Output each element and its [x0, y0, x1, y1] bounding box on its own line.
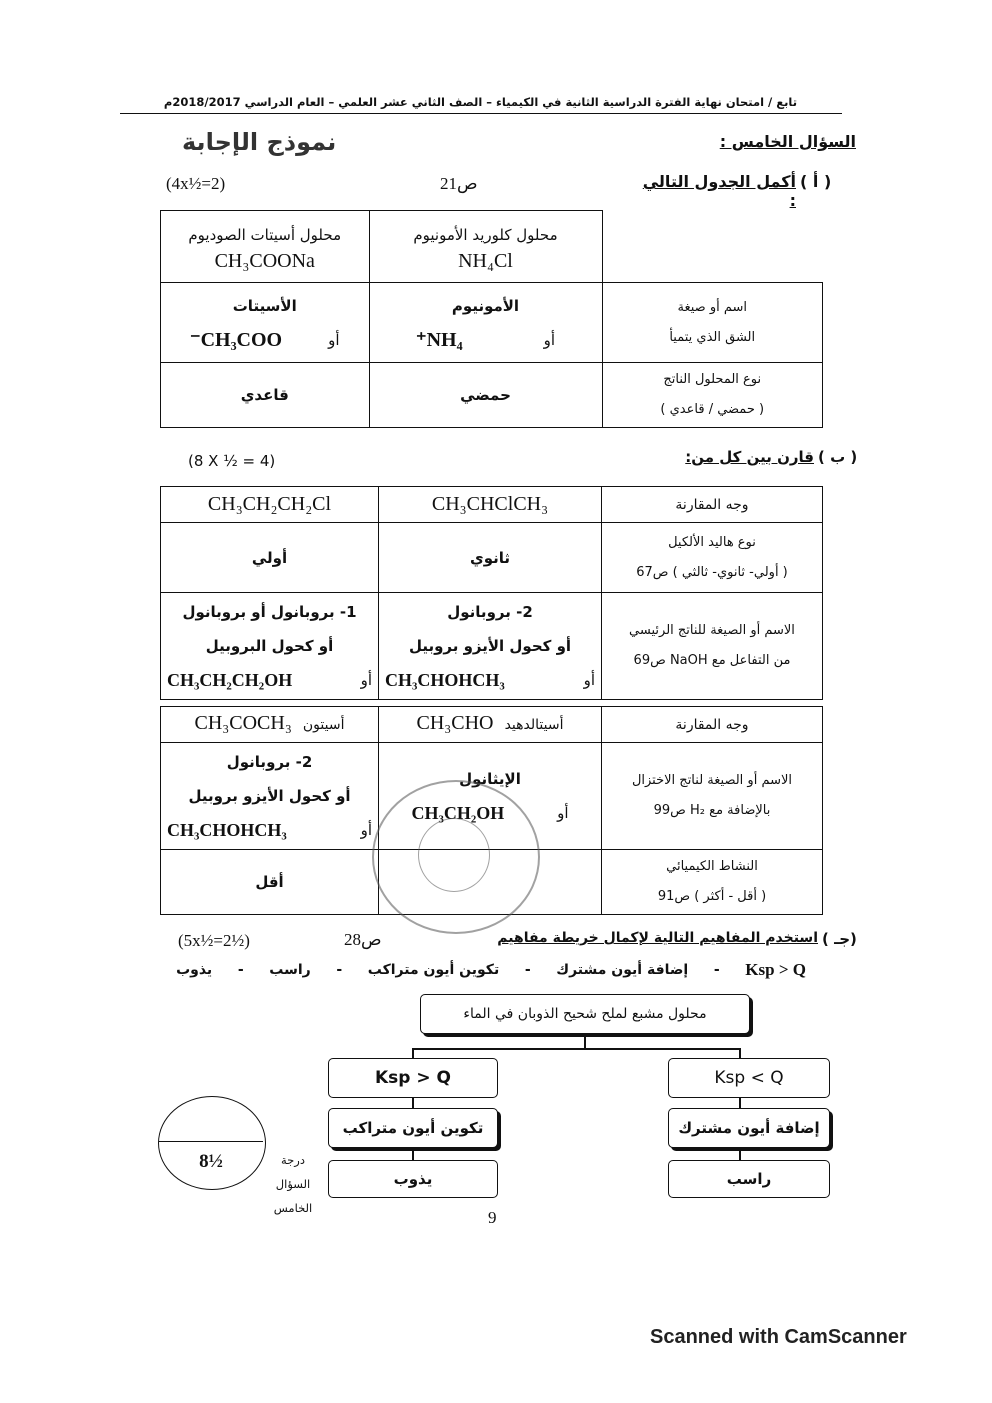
concept-box-precipitate: راسب [668, 1160, 830, 1198]
col-header-ammonium-chloride: محلول كلوريد الأمونيوم NH₄Cl [369, 211, 602, 283]
connector-left-down [412, 1048, 414, 1058]
school-stamp [372, 780, 540, 934]
scanner-watermark: Scanned with CamScanner [650, 1326, 907, 1348]
answer-ammonium: الأمونيوم أو NH₄⁺ [369, 283, 602, 363]
answer-secondary: ثانوي [379, 523, 602, 593]
connector-left-2 [412, 1148, 414, 1160]
alkyl-halide-table [160, 486, 823, 700]
col-header-acetone: أسيتون CH₃COCH₃ [161, 707, 379, 743]
concept-precipitate: راسب [269, 962, 311, 978]
answer-acetate: الأسيتات أو CH₃COO⁻ [161, 283, 370, 363]
comparison-aspect-header: وجه المقارنة [602, 487, 823, 523]
concept-box-right-ksp: Ksp < Q [668, 1058, 830, 1098]
question-title: السؤال الخامس : [719, 132, 856, 151]
header-rule [120, 113, 842, 114]
row-label-reactivity: النشاط الكيميائي ( أقل - أكثر ) ص91 [602, 850, 823, 915]
part-a-label: ( أ ) [800, 172, 832, 191]
answer-acidic: حمضي [369, 363, 602, 428]
concept-complex-ion: تكوين أيون متراكب [367, 962, 500, 978]
hydrolysis-table [160, 210, 823, 428]
col-header-1-chloropropane: CH₃CH₂CH₂Cl [161, 487, 379, 523]
part-c-label: (جـ ) [822, 930, 857, 948]
concept-separator: - [237, 962, 244, 978]
score-label: درجة السؤال الخامس [273, 1153, 313, 1215]
part-b-label: ( ب ) [818, 448, 858, 466]
concept-ksp-greater: Ksp > Q [745, 960, 806, 979]
concept-separator: - [336, 962, 343, 978]
col-header-acetaldehyde: أسيتالدهيد CH₃CHO [379, 707, 602, 743]
exam-header: تابع / امتحان نهاية الفترة الدراسية الثانية في الكيمياء – الصف الثاني عشر العلمي – العام الدراسي 2018/2017م [163, 95, 798, 109]
table-corner [602, 211, 823, 283]
connector-right-2 [739, 1148, 741, 1160]
school-stamp-inner-ring [418, 818, 490, 892]
connector-root-down [584, 1034, 586, 1048]
score-divider [159, 1141, 263, 1142]
part-b-marks: (8 X ½ = 4) [188, 452, 276, 470]
score-value: 8½ [199, 1151, 223, 1172]
part-c-title: استخدم المفاهيم التالية لإكمال خريطة مفاهيم [497, 930, 818, 946]
part-a-title: أكمل الجدول التالي : [642, 172, 796, 210]
row-label-halide-type: نوع هاليد الألكيل ( أولي- ثانوي- ثالثي ) ص67 [602, 523, 823, 593]
page-number: 9 [488, 1208, 497, 1227]
concepts-list [176, 960, 806, 980]
col-header-2-chloropropane: CH₃CHClCH₃ [379, 487, 602, 523]
row-label-solution-type: نوع المحلول الناتج ( حمضي / قاعدي ) [602, 363, 823, 428]
concept-root-box: محلول مشبع لملح شحيح الذوبان في الماء [420, 994, 750, 1034]
part-a-marks: (4x½=2) [166, 174, 226, 193]
part-b-title: قارن بين كل من: [685, 448, 814, 466]
concept-box-complex-ion: تكوين أيون متراكب [328, 1108, 498, 1148]
answer-2-propanol-b: 2- بروبانول أو كحول الأيزو بروبيل أو CH₃CHOHCH₃ [161, 743, 379, 850]
concept-dissolves: يذوب [176, 962, 213, 978]
answer-1-propanol: 1- بروبانول أو بروبانول أو كحول البروبيل أو CH₃CH₂CH₂OH [161, 593, 379, 700]
concept-common-ion: إضافة أيون مشترك [556, 962, 689, 978]
connector-horizontal [412, 1048, 740, 1050]
row-label-reduction-product: الاسم أو الصيغة لناتج الاختزال بالإضافة مع H₂ ص99 [602, 743, 823, 850]
answer-ethanol: الإيثانول أو CH₃CH₂OH [379, 743, 602, 850]
model-answer-title: نموذج الإجابة [182, 128, 337, 156]
part-a-page-ref: ص21 [440, 174, 478, 193]
answer-primary: أولي [161, 523, 379, 593]
concept-box-dissolves: يذوب [328, 1160, 498, 1198]
comparison-aspect-header-2: وجه المقارنة [602, 707, 823, 743]
row-label-naoh-product: الاسم أو الصيغة للناتج الرئيسي من التفاعل مع NaOH ص69 [602, 593, 823, 700]
answer-basic: قاعدي [161, 363, 370, 428]
connector-right-down [739, 1048, 741, 1058]
concept-separator: - [713, 962, 720, 978]
part-c-page-ref: ص28 [344, 930, 382, 949]
concept-box-left-ksp: Ksp > Q [328, 1058, 498, 1098]
answer-2-propanol: 2- بروبانول أو كحول الأيزو بروبيل أو CH₃CHOHCH₃ [379, 593, 602, 700]
col-header-sodium-acetate: محلول أسيتات الصوديوم CH₃COONa [161, 211, 370, 283]
answer-less: أقل [161, 850, 379, 915]
concept-separator: - [524, 962, 531, 978]
row-label-hydrolyzed-ion: اسم أو صيغة الشق الذي يتميأ [602, 283, 823, 363]
concept-box-common-ion: إضافة أيون مشترك [668, 1108, 830, 1148]
part-c-marks: (5x½=2½) [178, 931, 250, 950]
score-circle [158, 1096, 266, 1190]
